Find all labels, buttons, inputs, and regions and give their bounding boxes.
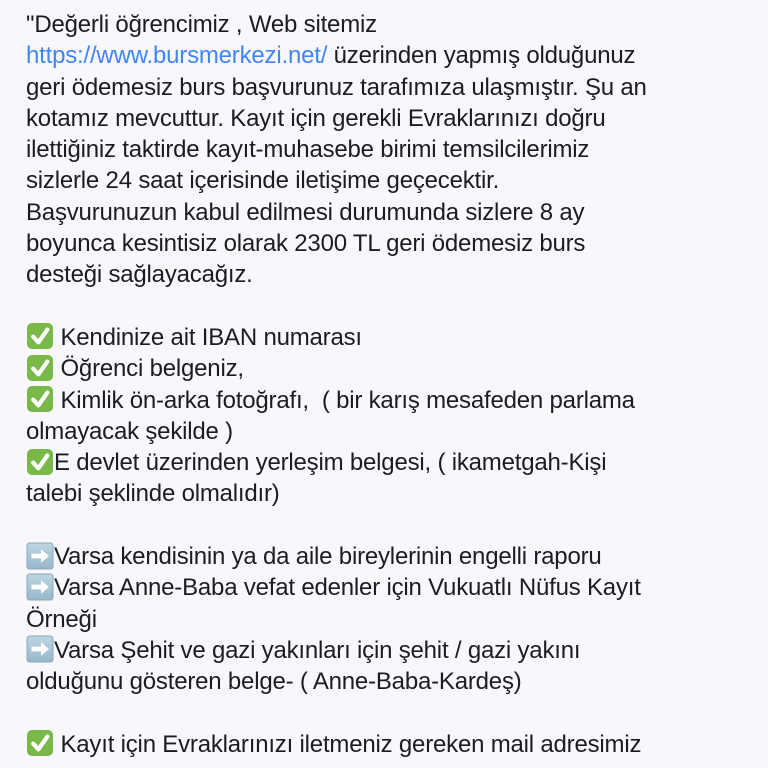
conditional-doc-text: Varsa Anne-Baba vefat edenler için Vukuatlı Nüfus Kayıt [54, 574, 641, 602]
blank-line [26, 510, 750, 541]
blank-line [26, 291, 750, 322]
intro-line: "Değerli öğrencimiz , Web sitemiz [26, 11, 377, 38]
conditional-doc-text: Varsa kendisinin ya da aile bireylerinin engelli raporu [54, 543, 602, 571]
body-line: geri ödemesiz burs başvurunuz tarafımıza ulaşmıştır. Şu an [26, 73, 647, 101]
required-doc-line [26, 353, 750, 384]
arrow-right-icon [26, 635, 54, 663]
arrow-right-icon [26, 542, 54, 570]
arrow-right-icon [26, 573, 54, 601]
body-line: boyunca kesintisiz olarak 2300 TL geri ödemesiz burs [26, 230, 586, 258]
mail-info-line [26, 729, 750, 760]
blank-line [26, 698, 750, 729]
conditional-doc-line [26, 635, 750, 666]
required-doc-line [26, 447, 750, 478]
body-line: ilettiğiniz taktirde kayıt-muhasebe birimi temsilcilerimiz [26, 136, 590, 164]
conditional-doc-text: Varsa Şehit ve gazi yakınları için şehit / gazi yakını [54, 636, 581, 664]
link-line [26, 40, 750, 71]
check-icon [26, 354, 54, 382]
required-doc-wrap-line: olmayacak şekilde ) [26, 417, 233, 445]
check-icon [26, 385, 54, 413]
conditional-doc-wrap-line: olduğunu gösteren belge- ( Anne-Baba-Kardeş) [26, 668, 522, 696]
conditional-doc-line [26, 572, 750, 603]
mail-info-text: Kayıt için Evraklarınızı iletmeniz gereken mail adresimiz [54, 730, 642, 758]
required-doc-text: Kendinize ait IBAN numarası [54, 323, 362, 351]
check-icon [26, 448, 54, 476]
website-link[interactable]: https://www.bursmerkezi.net/ [26, 42, 328, 70]
conditional-doc-line [26, 541, 750, 572]
body-line: Başvurunuzun kabul edilmesi durumunda sizlere 8 ay [26, 198, 585, 226]
required-doc-text: Öğrenci belgeniz, [54, 355, 244, 383]
check-icon [26, 322, 54, 350]
body-line: desteği sağlayacağız. [26, 261, 253, 289]
required-doc-text: Kimlik ön-arka fotoğrafı, ( bir karış mesafeden parlama [54, 386, 635, 414]
check-icon [26, 729, 54, 757]
required-doc-text: E devlet üzerinden yerleşim belgesi, ( ikametgah-Kişi [54, 449, 607, 477]
required-doc-wrap-line: talebi şeklinde olmalıdır) [26, 480, 280, 508]
body-line: kotamız mevcuttur. Kayıt için gerekli Evraklarınızı doğru [26, 104, 606, 132]
conditional-doc-wrap-line: Örneği [26, 605, 97, 633]
after-link-text: üzerinden yapmış olduğunuz [327, 42, 636, 70]
required-doc-line [26, 322, 750, 353]
body-line: sizlerle 24 saat içerisinde iletişime geçecektir. [26, 167, 500, 195]
required-doc-line [26, 385, 750, 416]
